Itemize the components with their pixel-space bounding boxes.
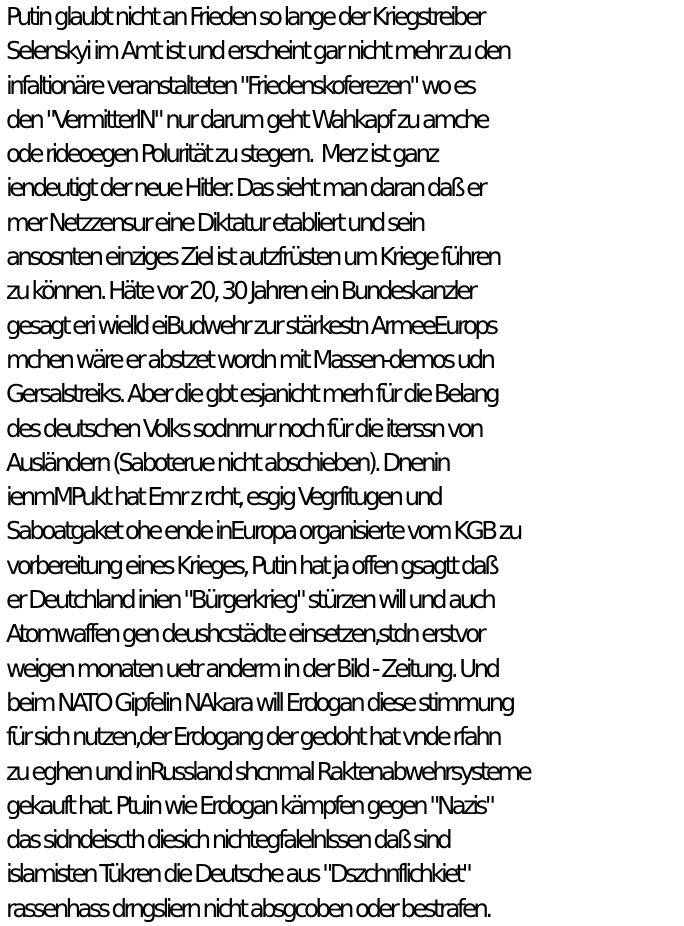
text-line: zu können. Häte vor 20, 30 Jahren ein Bundeskanzler <box>6 276 475 306</box>
text-line: den "VermitterlN" nur darum geht Wahkapf zu amche <box>6 104 487 134</box>
text-line: für sich nutzen,der Erdogang der gedoht hat vnde rfahn <box>6 722 500 752</box>
text-line: ode rideoegen Polurität zu stegern. Merz ist ganz <box>6 139 437 169</box>
text-line: Putin glaubt nicht an Frieden so lange der Kriegstreiber <box>6 2 483 31</box>
text-line: Gersalstreiks. Aber die gbt esjanicht merh für die Belang <box>6 379 498 409</box>
text-line: Atomwaffen gen deushcstädte einsetzen,stdn erstvor <box>6 619 484 649</box>
text-line: des deutschen Volks sodnrnur noch für die iterssn von <box>6 413 482 443</box>
text-line: vorbereitung eines Krieges, Putin hat ja offen gsagtt daß <box>6 550 497 580</box>
text-line: islamisten Tükren die Deutsche aus "Dszchnflichkiet" <box>6 859 470 889</box>
text-line: gekauft hat. Ptuin wie Erdogan kämpfen gegen "Nazis" <box>6 790 493 820</box>
text-line: Saboatgaket ohe ende inEuropa organisierte vom KGB zu <box>6 516 520 546</box>
text-line: weigen monaten uetr anderm in der Bild - Zeitung. Und <box>6 653 498 683</box>
text-line: gesagt eri wielld eiBudwehr zur stärkestn ArmeeEurops <box>6 310 496 340</box>
document-text-block <box>6 0 682 926</box>
text-line: Selenskyi im Amt ist und erscheint gar nicht mehr zu den <box>6 36 509 66</box>
text-line: infaltionäre veranstalteten "Friedenskoferezen" wo es <box>6 70 474 100</box>
text-line: das sidndeiscth diesich nichtegfalelnlssen daß sind <box>6 825 450 855</box>
text-line: ansosnten einziges Ziel ist autzfrüsten um Kriege führen <box>6 242 499 272</box>
text-line: ienmMPukt hat Emr z rcht, esgig Vegrfitugen und <box>6 482 441 512</box>
text-line: er Deutchland inien "Bürgerkrieg" stürzen will und auch <box>6 585 494 615</box>
text-line: mer Netzzensur eine Diktatur etabliert und sein <box>6 207 423 237</box>
text-line: beim NATO Gipfelin NAkara will Erdogan diese stimmung <box>6 687 513 717</box>
text-line: zu eghen und inRussland shcnmal Raktenabwehrsysteme <box>6 756 530 786</box>
text-line: Ausländern (Saboterue nicht abschieben). Dnenin <box>6 447 449 477</box>
text-line: rassenhass drngsliern nicht absgcoben oder bestrafen. <box>6 893 490 923</box>
text-line: iendeutigt der neue Hitler. Das sieht man daran daß er <box>6 173 485 203</box>
text-line: mchen wäre er abstzet wordn mit Massen-demos udn <box>6 344 493 374</box>
